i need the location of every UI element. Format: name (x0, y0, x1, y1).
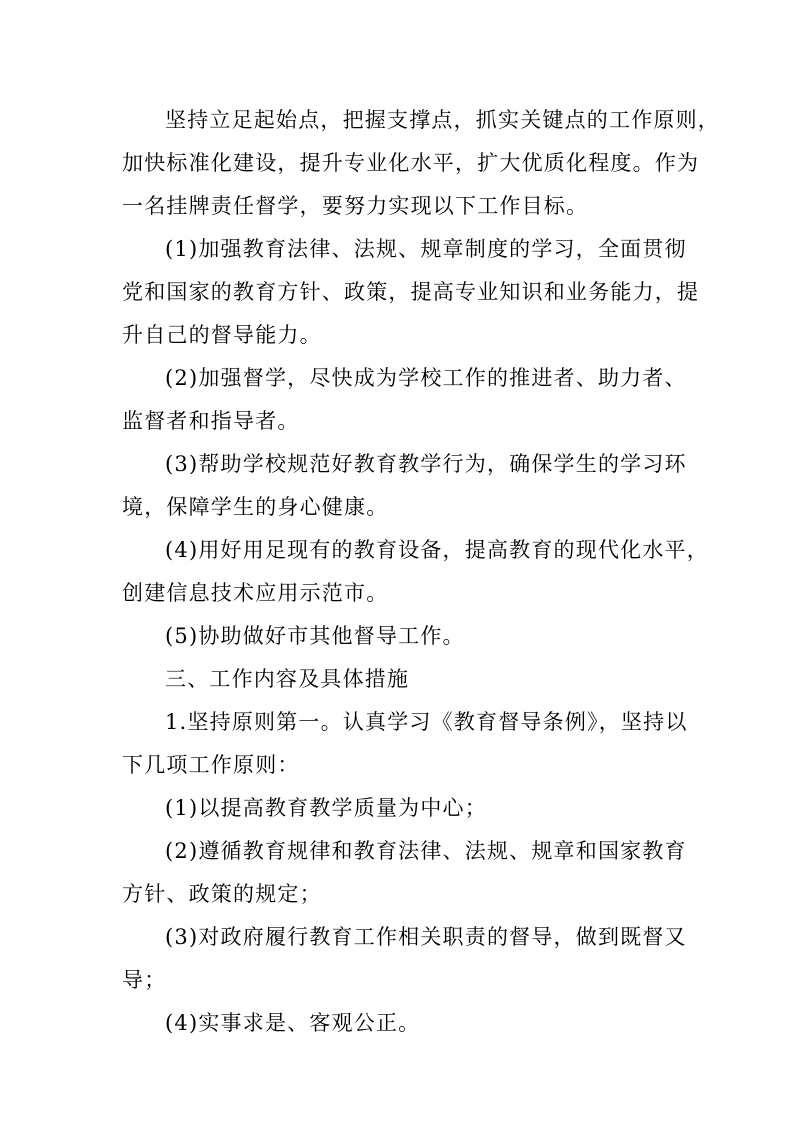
body-text-line: 监督者和指导者。 (122, 409, 300, 433)
body-text-line: (3)帮助学校规范好教育教学行为，确保学生的学习环 (165, 452, 687, 476)
body-text-line: 党和国家的教育方针、政策，提高专业知识和业务能力，提 (122, 280, 700, 304)
body-text-line: (4)用好用足现有的教育设备，提高教育的现代化水平， (165, 538, 709, 562)
body-text-line: (1)加强教育法律、法规、规章制度的学习，全面贯彻 (165, 237, 687, 261)
body-text-line: 加快标准化建设，提升专业化水平，扩大优质化程度。作为 (122, 151, 700, 175)
body-text-line: (2)加强督学，尽快成为学校工作的推进者、助力者、 (165, 366, 687, 390)
body-text-line: 下几项工作原则： (122, 753, 300, 777)
body-text-line: (3)对政府履行教育工作相关职责的督导，做到既督又 (165, 925, 687, 949)
body-text-line: (1)以提高教育教学质量为中心； (165, 796, 487, 820)
body-text-line: 创建信息技术应用示范市。 (122, 581, 389, 605)
body-text-line: (4)实事求是、客观公正。 (165, 1011, 421, 1035)
body-text-line: 升自己的督导能力。 (122, 323, 322, 347)
body-text-line: 坚持立足起始点，把握支撑点，抓实关键点的工作原则， (165, 108, 720, 132)
body-text-line: 1.坚持原则第一。认真学习《教育督导条例》，坚持以 (165, 710, 688, 734)
body-text-line: 一名挂牌责任督学，要努力实现以下工作目标。 (122, 194, 589, 218)
body-text-line: 导； (122, 968, 167, 992)
body-text-line: 境，保障学生的身心健康。 (122, 495, 389, 519)
body-text-line: (5)协助做好市其他督导工作。 (165, 624, 465, 648)
body-text-line: (2)遵循教育规律和教育法律、法规、规章和国家教育 (165, 839, 687, 863)
section-heading: 三、工作内容及具体措施 (165, 667, 410, 691)
body-text-line: 方针、政策的规定； (122, 882, 322, 906)
